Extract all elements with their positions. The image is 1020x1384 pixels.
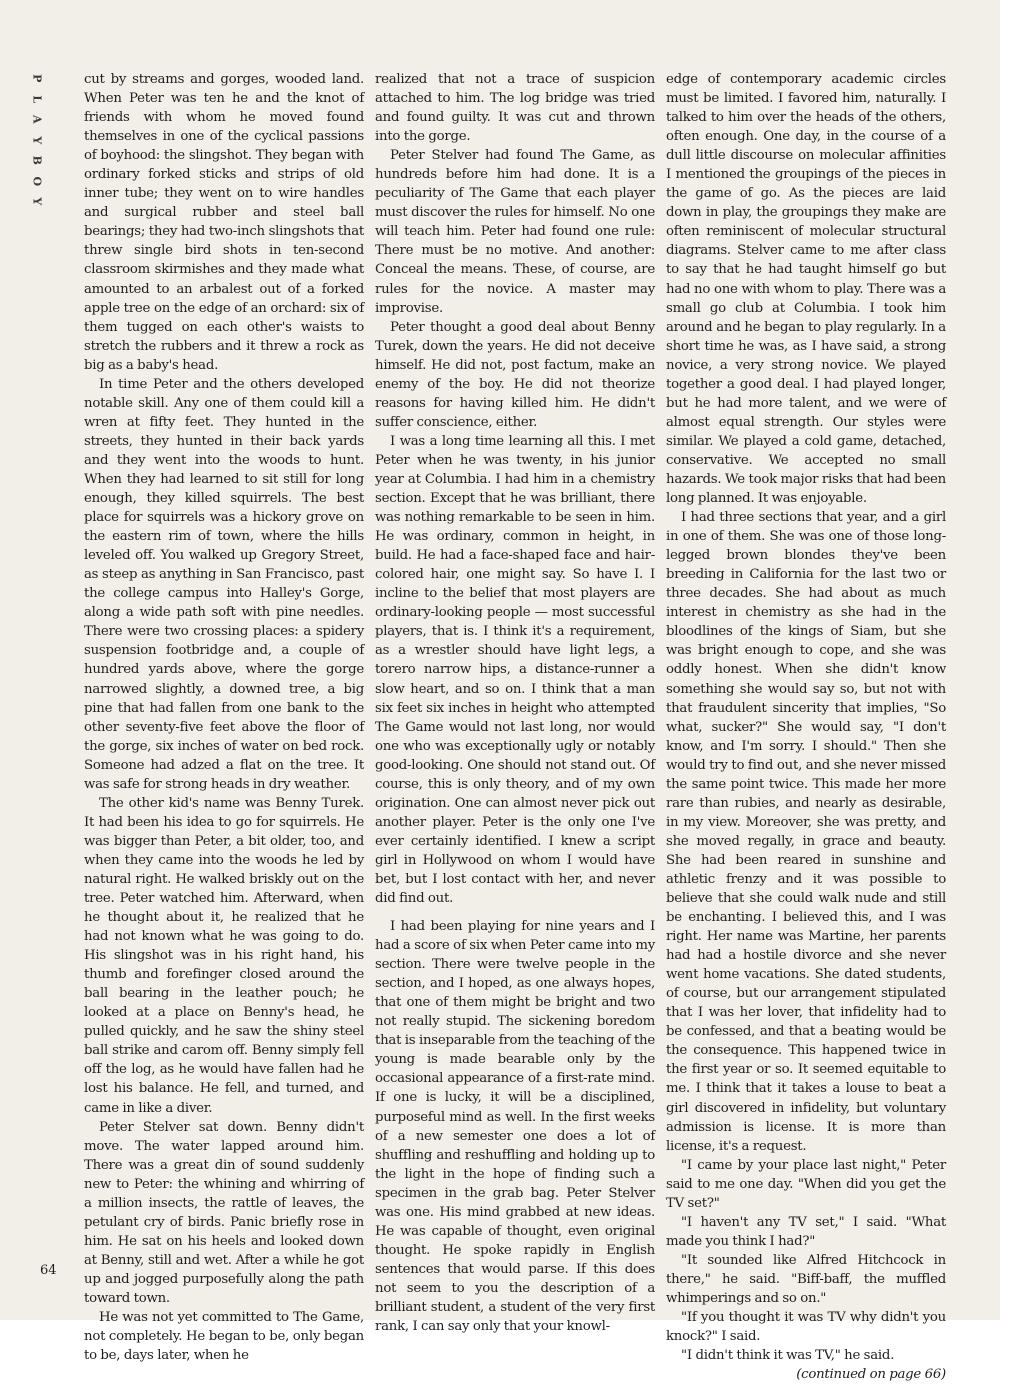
paragraph: I was a long time learning all this. I met Peter when he was twenty, in his junior year at Columbia. I had him in a chemistry section. Except that he was brilliant, there was nothing remarkable to be seen in him. He was ordinary, common in height, in build. He had a face-shaped face and hair-colored hair, one might say. So have I. I incline to the belief that most players are ordinary-looking people — most successful players, that is. I think it's a requirement, as a wrestler should have light legs, a torero narrow hips, a distance-runner a slow heart, and so on. I think that a man six feet six inches in height who attempted The Game would not last long, nor would one who was exceptionally ugly or notably good-looking. One should not stand out. Of course, this is only theory, and of my own origination. One can almost never pick out another player. Peter is the only one I've ever certainly identified. I knew a script girl in Hollywood on whom I would have bet, but I lost contact with her, and never did find out. <box>375 433 655 907</box>
paragraph: He was not yet committed to The Game, not completely. He began to be, only began to be, days later, when he <box>84 1310 364 1364</box>
paragraph: "I haven't any TV set," I said. "What made you think I had?" <box>666 1214 946 1249</box>
paragraph: I had been playing for nine years and I had a score of six when Peter came into my section. There were twelve people in the section, and I hoped, as one always hopes, that one of them might be bright and two not really stupid. The sickening boredom that is inseparable from the teaching of the young is made bearable only by the occasional appearance of a first-rate mind. If one is lucky, it will be a disciplined, purposeful mind as well. In the first weeks of a new semester one does a lot of shuffling and reshuffling and holding up to the light in the hope of finding such a specimen in the grab bag. Peter Stelver was one. His mind grabbed at new ideas. He was capable of thought, even original thought. He spoke rapidly in English sentences that would parse. If this does not seem to you the description of a brilliant student, a student of the very first rank, I can say only that your knowl- <box>375 919 655 1335</box>
running-head-letter: B <box>30 155 44 165</box>
page-number: 64 <box>40 1263 57 1278</box>
paragraph: "I came by your place last night," Peter said to me one day. "When did you get the TV set?" <box>666 1157 946 1211</box>
text-column-2 <box>375 70 655 1336</box>
running-head-letter: A <box>30 114 44 124</box>
text-column-3 <box>666 70 946 1384</box>
paragraph: "If you thought it was TV why didn't you knock?" I said. <box>666 1310 946 1345</box>
running-head-letter: Y <box>30 135 44 144</box>
paragraph: The other kid's name was Benny Turek. It had been his idea to go for squirrels. He was bigger than Peter, a bit older, too, and when they came into the woods he led by natural right. He walked briskly out on the tree. Peter watched him. Afterward, when he thought about it, he realized that he had not known what he was going to do. His slingshot was in his right hand, his thumb and forefinger closed around the ball bearing in the leather pouch; he looked at a place on Benny's head, he pulled quickly, and he saw the shiny steel ball strike and carom off. Benny simply fell off the log, as he would have fallen had he lost his balance. He fell, and turned, and came in like a diver. <box>84 795 364 1116</box>
paragraph: Peter Stelver had found The Game, as hundreds before him had done. It is a peculiarity of The Game that each player must discover the rules for himself. No one will teach him. Peter had found one rule: There must be no motive. And another: Conceal the means. These, of course, are rules for the novice. A master may improvise. <box>375 148 655 316</box>
paragraph: "It sounded like Alfred Hitchcock in there," he said. "Biff-baff, the muffled whimperings and so on." <box>666 1252 946 1306</box>
running-head-letter: O <box>30 175 44 186</box>
running-head <box>28 68 44 212</box>
continuation-note: (continued on page 66) <box>796 1367 946 1383</box>
text-column-1 <box>84 70 364 1365</box>
paragraph: "I didn't think it was TV," he said. <box>681 1348 895 1364</box>
paragraph: Peter thought a good deal about Benny Turek, down the years. He did not deceive himself. He did not, post factum, make an enemy of the boy. He did not theorize reasons for having killed him. He didn't suffer conscience, either. <box>375 319 655 430</box>
paragraph: Peter Stelver sat down. Benny didn't move. The water lapped around him. There was a great din of sound suddenly new to Peter: the whining and whirring of a million insects, the rattle of leaves, the petulant cry of birds. Panic briefly rose in him. He sat on his heels and looked down at Benny, still and wet. After a while he got up and jogged purposefully along the path toward town. <box>84 1119 364 1306</box>
paragraph: realized that not a trace of suspicion attached to him. The log bridge was tried and found guilty. It was cut and thrown into the gorge. <box>375 72 655 145</box>
paragraph: In time Peter and the others developed notable skill. Any one of them could kill a wren at fifty feet. They hunted in the streets, they hunted in their back yards and they went into the woods to hunt. When they had learned to sit still for long enough, they killed squirrels. The best place for squirrels was a hickory grove on the eastern rim of town, where the hills leveled off. You walked up Gregory Street, as steep as anything in San Francisco, past the college campus into Halley's Gorge, along a wide path soft with pine needles. There were two crossing places: a spidery suspension footbridge and, a couple of hundred yards above, where the gorge narrowed slightly, a downed tree, a big pine that had fallen from one bank to the other seventy-five feet above the floor of the gorge, six inches of water on bed rock. Someone had adzed a flat on the tree. It was safe for strong heads in dry weather. <box>84 376 364 792</box>
paragraph: cut by streams and gorges, wooded land. When Peter was ten he and the knot of friends with whom he moved found themselves in one of the cyclical passions of boyhood: the slingshot. They began with ordinary forked sticks and strips of old inner tube; they went on to wire handles and surgical rubber and steel ball bearings; they had two-inch slingshots that threw single bird shots in ten-second classroom skirmishes and they made what amounted to an arbalest out of a forked apple tree on the edge of an orchard: six of them tugged on each other's waists to stretch the rubbers and it threw a rock as big as a baby's head. <box>84 72 364 373</box>
running-head-letter: Y <box>30 197 44 206</box>
running-head-letter: L <box>30 94 44 103</box>
paragraph: I had three sections that year, and a girl in one of them. She was one of those long-legged brown blondes they've been breeding in California for the last two or three decades. She had about as much interest in chemistry as she had in the bloodlines of the kings of Siam, but she was bright enough to cope, and she was oddly honest. When she didn't know something she would say so, but not with that fraudulent sincerity that implies, "So what, sucker?" She would say, "I don't know, and I'm sorry. I should." Then she would try to find out, and she never missed the same point twice. This made her more rare than rubies, and nearly as desirable, in my view. Moreover, she was pretty, and she moved regally, in grace and beauty. She had been reared in sunshine and athletic frenzy and it was possible to believe that she could walk nude and still be enchanting. I believed this, and I was right. Her name was Martine, her parents had had a hostile divorce and she never went home vacations. She dated students, of course, but our arrangement stipulated that I was her lover, that infidelity had to be confessed, and that a beating would be the consequence. This happened twice in the first year or so. It seemed equitable to me. I think that it takes a louse to beat a girl discovered in infidelity, but voluntary admission is license. It is more than license, it's a request. <box>666 510 946 1154</box>
paragraph: edge of contemporary academic circles must be limited. I favored him, naturally. I talked to him over the heads of the others, often enough. One day, in the course of a dull little discourse on molecular affinities I mentioned the groupings of the pieces in the game of go. As the pieces are laid down in play, the groupings they make are often reminiscent of molecular structural diagrams. Stelver came to me after class to say that he had taught himself go but had no one with whom to play. There was a small go club at Columbia. I took him around and he began to play regularly. In a short time he was, as I have said, a strong novice, a very strong novice. We played together a good deal. I had played longer, but he had more talent, and we were of almost equal strength. Our styles were similar. We played a cold game, detached, conservative. We accepted no small hazards. We took major risks that had been long planned. It was enjoyable. <box>666 72 946 507</box>
running-head-letter: P <box>30 74 44 83</box>
